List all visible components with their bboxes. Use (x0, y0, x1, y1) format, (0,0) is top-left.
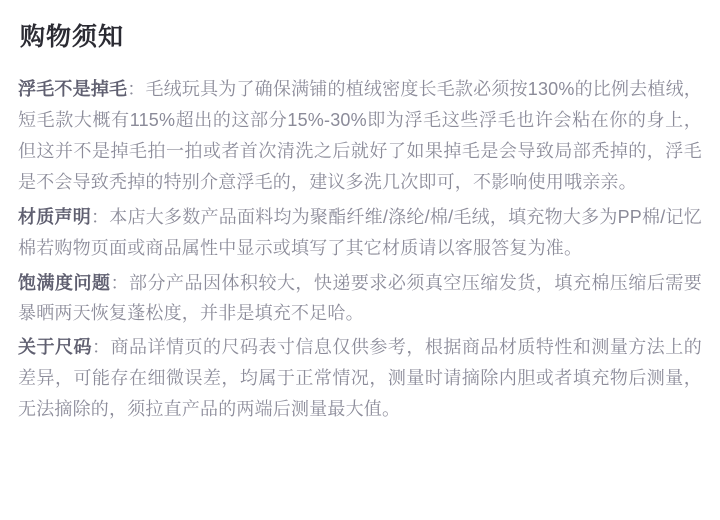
section-lead-label: 饱满度问题 (18, 273, 111, 293)
section-body-text: 部分产品因体积较大，快递要求必须真空压缩发货，填充棉压缩后需要暴晒两天恢复蓬松度，并非是填充不足哈。 (18, 273, 703, 323)
paragraph (18, 74, 702, 198)
paragraph (18, 268, 702, 328)
section-separator: ： (90, 207, 110, 227)
section-body-text: 商品详情页的尺码表寸信息仅供参考，根据商品材质特性和测量方法上的差异，可能存在细微误差，均属于正常情况，测量时请摘除内胆或者填充物后测量，无法摘除的，须拉直产品的两端后测量最大值。 (18, 337, 702, 419)
paragraph (18, 202, 702, 264)
paragraph (18, 332, 702, 425)
section-floating-fur (18, 74, 702, 198)
section-separator: ： (91, 337, 111, 357)
section-separator: ： (110, 273, 129, 293)
section-separator: ： (127, 79, 146, 99)
page-title: 购物须知 (20, 23, 125, 51)
section-body-text: 毛绒玩具为了确保满铺的植绒密度长毛款必须按130%的比例去植绒，短毛款大概有115%超出的这部分15%-30%即为浮毛这些浮毛也许会粘在你的身上，但这并不是掉毛拍一拍或者首次清洗之后就好了如果掉毛是会导致局部秃掉的，浮毛是不会导致秃掉的特别介意浮毛的，建议多洗几次即可，不影响使用哦亲亲。 (18, 79, 703, 192)
section-lead-label: 材质声明 (18, 207, 91, 227)
section-lead-label: 关于尺码 (18, 337, 92, 357)
section-lead-label: 浮毛不是掉毛 (18, 79, 128, 99)
section-fullness-issue (18, 268, 702, 328)
section-body-text: 本店大多数产品面料均为聚酯纤维/涤纶/棉/毛绒，填充物大多为PP棉/记忆棉若购物页面或商品属性中显示或填写了其它材质请以客服答复为准。 (18, 207, 702, 258)
section-size-info (18, 332, 702, 425)
section-material-statement (18, 202, 702, 264)
